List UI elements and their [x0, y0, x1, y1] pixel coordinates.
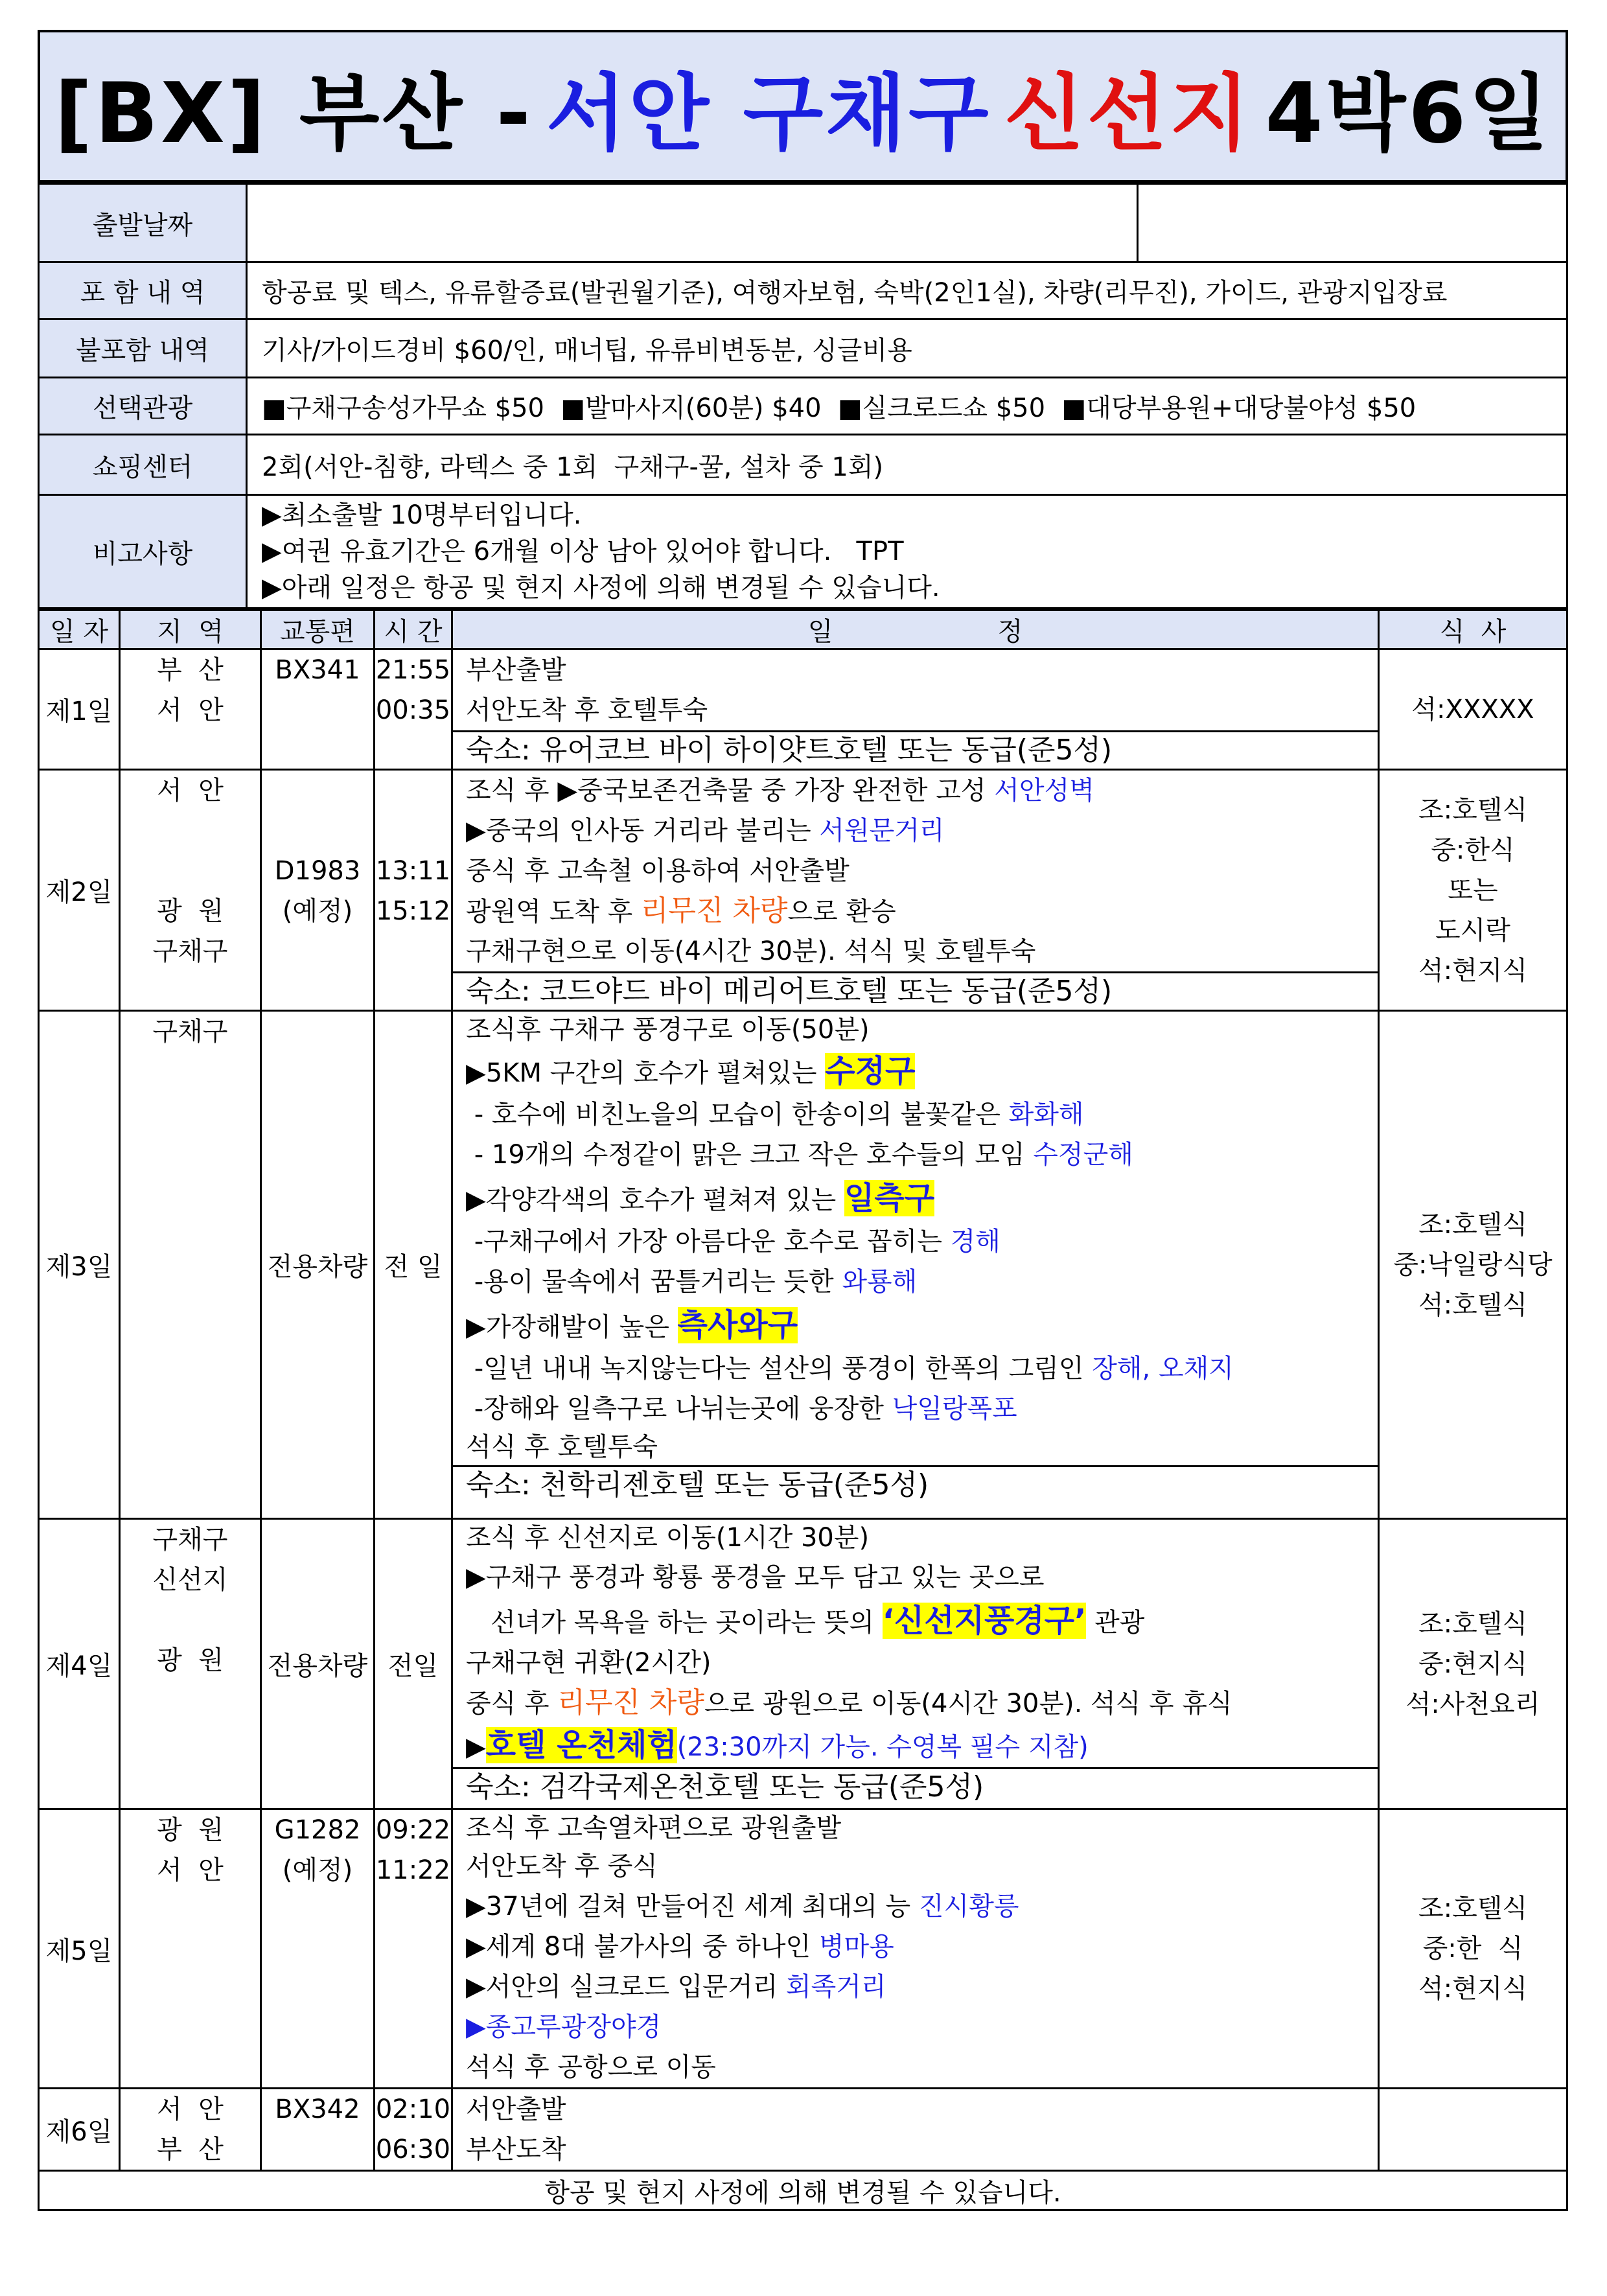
info-row-excluded	[39, 319, 1567, 378]
footer-note: 항공 및 현지 사정에 의해 변경될 수 있습니다.	[39, 2171, 1567, 2210]
itinerary-line: ▶5KM 구간의 호수가 펼쳐있는 수정구	[466, 1053, 916, 1089]
header-day: 일 자	[39, 610, 120, 649]
time: 21:55	[375, 655, 451, 685]
time: 06:30	[375, 2135, 451, 2164]
hotel-line: 숙소: 코드야드 바이 메리어트호텔 또는 동급(준5성)	[453, 971, 1378, 1010]
info-table	[38, 183, 1568, 609]
meal: 중:한식	[1431, 835, 1515, 865]
itinerary-line: -일년 내내 녹지않는다는 설산의 풍경이 한폭의 그림인 장해, 오채지	[466, 1354, 1234, 1384]
meal: 석:사천요리	[1405, 1689, 1540, 1719]
itinerary-line: 석식 후 호텔투숙	[466, 1432, 658, 1462]
itinerary-line: -구채구에서 가장 아름다운 호수로 꼽히는 경해	[466, 1227, 1000, 1257]
day-transport: 전용차량	[261, 1011, 375, 1519]
itinerary-line: 중식 후 리무진 차량으로 광원으로 이동(4시간 30분). 석식 후 휴식	[466, 1686, 1232, 1719]
itinerary-line: ▶구채구 풍경과 황룡 풍경을 모두 담고 있는 곳으로	[466, 1562, 1045, 1592]
day-itinerary	[452, 649, 1379, 770]
hotel-line: 숙소: 유어코브 바이 하이얏트호텔 또는 동급(준5성)	[453, 730, 1378, 769]
day-label: 제3일	[39, 1011, 120, 1519]
day-itinerary	[452, 770, 1379, 1011]
day-label: 제5일	[39, 1809, 120, 2089]
included-value: 항공료 및 텍스, 유류할증료(발권월기준), 여행자보험, 숙박(2인1실), 차량(리무진), 가이드, 관광지입장료	[247, 262, 1567, 319]
day-meals	[1379, 1519, 1567, 1809]
shopping-value: 2회(서안-침향, 라텍스 중 1회 구채구-꿀, 설차 중 1회)	[247, 435, 1567, 495]
meal: 또는	[1448, 875, 1498, 905]
shopping-label: 쇼핑센터	[39, 435, 247, 495]
note-line: ▶최소출발 10명부터입니다.	[262, 500, 582, 530]
day-times	[375, 1809, 452, 2089]
location: 구채구	[152, 1017, 228, 1047]
day-label: 제1일	[39, 649, 120, 770]
hotel-line: 숙소: 천학리젠호텔 또는 동급(준5성)	[453, 1465, 1378, 1503]
excluded-label: 불포함 내역	[39, 319, 247, 378]
itinerary-line: ▶호텔 온천체험(23:30까지 가능. 수영복 필수 지참)	[466, 1727, 1089, 1763]
location: 구채구	[152, 1525, 228, 1555]
day-transport: 전용차량	[261, 1519, 375, 1809]
day-meals	[1379, 770, 1567, 1011]
itinerary-line: 조식 후 ▶중국보존건축물 중 가장 완전한 고성 서안성벽	[466, 776, 1094, 806]
day-locations	[120, 1809, 261, 2089]
transport: D1983	[274, 856, 361, 886]
day-itinerary	[452, 1809, 1379, 2089]
itinerary-line: ▶서안의 실크로드 입문거리 회족거리	[466, 1972, 886, 2002]
info-row-included	[39, 262, 1567, 319]
day-label: 제4일	[39, 1519, 120, 1809]
itinerary-line: 중식 후 고속철 이용하여 서안출발	[466, 856, 850, 886]
day-locations	[120, 1011, 261, 1519]
day-row-2	[39, 770, 1567, 1011]
day-row-1	[39, 649, 1567, 770]
itinerary-line: 구채구현으로 이동(4시간 30분). 석식 및 호텔투숙	[466, 936, 1036, 966]
location: 신선지	[152, 1565, 228, 1595]
day-transport	[261, 2089, 375, 2171]
meal: 석:호텔식	[1418, 1290, 1528, 1320]
page-title	[38, 30, 1568, 183]
title-duration: 4박6일	[1265, 65, 1551, 162]
day-itinerary	[452, 2089, 1379, 2171]
meal: 석:현지식	[1418, 955, 1528, 986]
location: 서 안	[157, 2094, 224, 2124]
note-line: ▶여권 유효기간은 6개월 이상 남아 있어야 합니다. TPT	[262, 537, 904, 566]
itinerary-line: ▶각양각색의 호수가 펼쳐져 있는 일측구	[466, 1180, 935, 1216]
meal: 조:호텔식	[1418, 1894, 1528, 1923]
day-locations	[120, 2089, 261, 2171]
hotel-line: 숙소: 검각국제온천호텔 또는 동급(준5성)	[453, 1767, 1378, 1805]
meal: 조:호텔식	[1418, 794, 1528, 825]
meal: 조:호텔식	[1418, 1209, 1528, 1240]
meal: 중:현지식	[1418, 1649, 1528, 1679]
header-region: 지 역	[120, 610, 261, 649]
itinerary-line: ▶세계 8대 불가사의 중 하나인 병마용	[466, 1932, 894, 1962]
notes-value	[247, 495, 1567, 609]
itinerary-line: 광원역 도착 후 리무진 차량으로 환승	[466, 894, 896, 927]
departure-date-field[interactable]	[247, 184, 1138, 262]
meal: 조:호텔식	[1418, 1608, 1528, 1639]
location	[121, 1600, 260, 1640]
day-meals	[1379, 1809, 1567, 2089]
itinerary-line: -용이 물속에서 꿈틀거리는 듯한 와룡해	[466, 1267, 918, 1297]
info-row-optional	[39, 378, 1567, 435]
day-row-5	[39, 1809, 1567, 2089]
day-times	[375, 649, 452, 770]
schedule-header-row	[39, 610, 1567, 649]
itinerary-line: 조식 후 고속열차편으로 광원출발	[466, 1813, 842, 1843]
location: 광 원	[157, 896, 224, 926]
title-destination: 서안 구채구	[546, 65, 991, 162]
transport: BX341	[275, 655, 360, 685]
time: 11:22	[375, 1855, 451, 1885]
itinerary-line: ▶37년에 걸쳐 만들어진 세계 최대의 능 진시황릉	[466, 1892, 1019, 1921]
location: 서 안	[157, 776, 224, 806]
optional-tour-value: ■구채구송성가무쇼 $50 ■발마사지(60분) $40 ■실크로드쇼 $50 ■대당부용원+대당불야성 $50	[247, 378, 1567, 435]
itinerary-line: 서안도착 후 중식	[466, 1851, 658, 1881]
time: 13:11	[375, 856, 451, 886]
itinerary-line: 부산출발	[466, 655, 566, 685]
title-prefix: [BX] 부산 -	[54, 65, 533, 162]
day-label: 제2일	[39, 770, 120, 1011]
location: 광 원	[157, 1645, 224, 1675]
excluded-value: 기사/가이드경비 $60/인, 매너팁, 유류비변동분, 싱글비용	[247, 319, 1567, 378]
day-locations	[120, 649, 261, 770]
departure-extra-field[interactable]	[1138, 184, 1567, 262]
info-row-departure	[39, 184, 1567, 262]
itinerary-line: 조식후 구채구 풍경구로 이동(50분)	[466, 1015, 870, 1045]
location: 부 산	[157, 2135, 224, 2164]
day-meals	[1379, 2089, 1567, 2171]
transport: G1282	[274, 1815, 361, 1845]
day-row-6	[39, 2089, 1567, 2171]
info-row-notes	[39, 495, 1567, 609]
day-row-4	[39, 1519, 1567, 1809]
day-meals	[1379, 1011, 1567, 1519]
time: 00:35	[375, 695, 451, 725]
day-locations	[120, 770, 261, 1011]
location	[121, 811, 260, 851]
itinerary-line: ▶종고루광장야경	[466, 2012, 662, 2042]
location: 광 원	[157, 1815, 224, 1845]
notes-label: 비고사항	[39, 495, 247, 609]
itinerary-line: ▶중국의 인사동 거리라 불리는 서원문거리	[466, 816, 945, 846]
itinerary-line: 서안도착 후 호텔투숙	[466, 695, 708, 725]
itinerary-sheet	[38, 30, 1568, 2211]
day-itinerary	[452, 1011, 1379, 1519]
transport: (예정)	[282, 896, 353, 926]
itinerary-line: 선녀가 목욕을 하는 곳이라는 뜻의 ‘신선지풍경구’ 관광	[466, 1603, 1145, 1639]
day-times: 전 일	[375, 1011, 452, 1519]
itinerary-line: -장해와 일측구로 나뉘는곳에 웅장한 낙일랑폭포	[466, 1394, 1017, 1424]
transport: (예정)	[282, 1855, 353, 1885]
location: 구채구	[152, 936, 228, 966]
header-transport: 교통편	[261, 610, 375, 649]
itinerary-line: 부산도착	[466, 2135, 566, 2164]
itinerary-line: - 19개의 수정같이 맑은 크고 작은 호수들의 모임 수정군해	[466, 1140, 1133, 1170]
day-itinerary	[452, 1519, 1379, 1809]
title-highlight: 신선지	[1004, 65, 1253, 162]
schedule-table	[38, 609, 1568, 2211]
meal: 중:낙일랑식당	[1393, 1249, 1553, 1280]
meal: 석:XXXXX	[1411, 694, 1534, 725]
day-times	[375, 770, 452, 1011]
location: 부 산	[157, 655, 224, 685]
day-locations	[120, 1519, 261, 1809]
day-transport	[261, 770, 375, 1011]
departure-label: 출발날짜	[39, 184, 247, 262]
location	[121, 851, 260, 891]
included-label: 포 함 내 역	[39, 262, 247, 319]
itinerary-line: - 호수에 비친노을의 모습이 한송이의 불꽃같은 화화해	[466, 1100, 1084, 1130]
time: 09:22	[375, 1815, 451, 1845]
itinerary-line: ▶가장해발이 높은 측사와구	[466, 1307, 798, 1343]
time: 15:12	[375, 896, 451, 926]
meal: 석:현지식	[1418, 1974, 1528, 2004]
itinerary-line: 조식 후 신선지로 이동(1시간 30분)	[466, 1523, 870, 1553]
header-meal: 식 사	[1379, 610, 1567, 649]
day-label: 제6일	[39, 2089, 120, 2171]
info-row-shopping	[39, 435, 1567, 495]
header-itinerary: 일 정	[452, 610, 1379, 649]
day-transport	[261, 1809, 375, 2089]
day-times	[375, 2089, 452, 2171]
note-line: ▶아래 일정은 항공 및 현지 사정에 의해 변경될 수 있습니다.	[262, 573, 940, 603]
transport: BX342	[275, 2094, 360, 2124]
itinerary-line: 석식 후 공항으로 이동	[466, 2052, 716, 2082]
day-transport	[261, 649, 375, 770]
itinerary-line: 구채구현 귀환(2시간)	[466, 1648, 711, 1678]
optional-tour-label: 선택관광	[39, 378, 247, 435]
day-times: 전일	[375, 1519, 452, 1809]
itinerary-line: 서안출발	[466, 2094, 566, 2124]
time: 02:10	[375, 2094, 451, 2124]
meal: 중:한 식	[1422, 1934, 1523, 1964]
meal: 도시락	[1435, 915, 1510, 945]
day-row-3	[39, 1011, 1567, 1519]
day-meals	[1379, 649, 1567, 770]
location: 서 안	[157, 695, 224, 725]
footer-row	[39, 2171, 1567, 2210]
header-time: 시 간	[375, 610, 452, 649]
location: 서 안	[157, 1855, 224, 1885]
